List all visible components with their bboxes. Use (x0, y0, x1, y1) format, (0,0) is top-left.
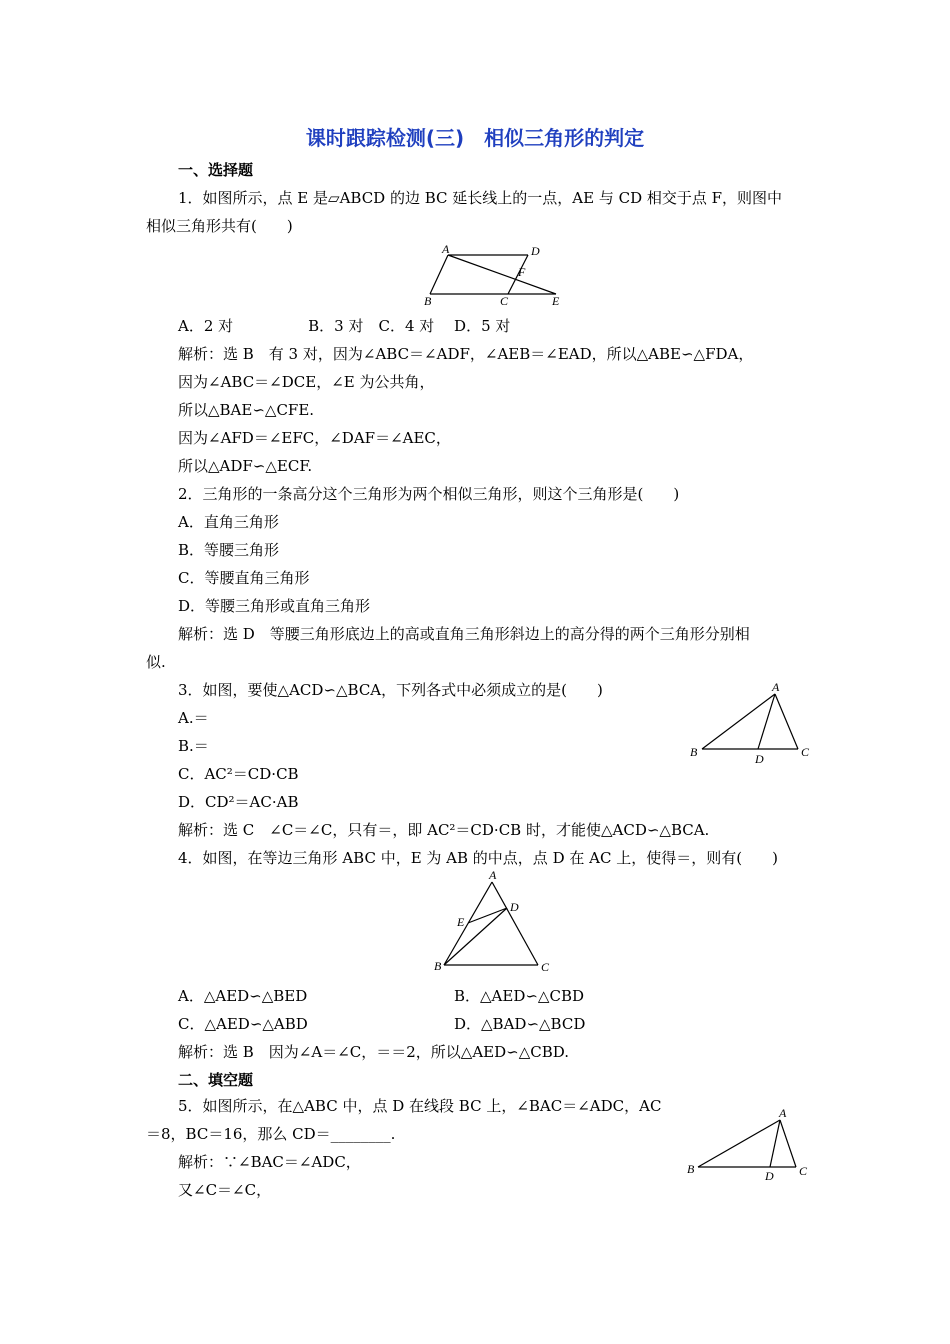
label-c: C (801, 745, 810, 759)
segment-ad (758, 694, 775, 749)
segment-ac (492, 882, 538, 965)
q1-options: A．2 对 B．3 对 C．4 对 D．5 对 (178, 317, 511, 335)
q4-option-c: C．△AED∽△ABD (178, 1015, 308, 1033)
q4-option-d: D．△BAD∽△BCD (454, 1015, 586, 1033)
page-title: 课时跟踪检测(三) 相似三角形的判定 (305, 126, 645, 150)
q2-answer-line2: 似. (146, 653, 166, 671)
label-d: D (765, 1169, 774, 1183)
label-e: E (457, 915, 465, 929)
q5-answer-line2: 又∠C＝∠C， (178, 1181, 272, 1199)
label-d: D (531, 244, 540, 258)
label-c: C (541, 960, 550, 974)
label-d: D (510, 900, 519, 914)
q2-stem: 2．三角形的一条高分这个三角形为两个相似三角形，则这个三角形是( ) (178, 485, 680, 503)
label-c: C (799, 1164, 808, 1178)
q1-parallelogram-figure (418, 243, 568, 309)
q3-stem: 3．如图，要使△ACD∽△BCA，下列各式中必须成立的是( ) (178, 681, 603, 699)
label-b: B (687, 1162, 695, 1176)
q2-answer-line1: 解析：选 D 等腰三角形底边上的高或直角三角形斜边上的高分得的两个三角形分别相 (178, 625, 750, 643)
q4-answer: 解析：选 B 因为∠A＝∠C，＝＝2，所以△AED∽△CBD. (178, 1043, 569, 1061)
q1-answer-line3: 所以△BAE∽△CFE. (178, 401, 315, 419)
segment-ab (444, 882, 492, 965)
q5-stem-line1: 5．如图所示，在△ABC 中，点 D 在线段 BC 上，∠BAC＝∠ADC，AC (178, 1097, 662, 1115)
q2-option-d: D．等腰三角形或直角三角形 (178, 597, 371, 615)
q2-option-a: A．直角三角形 (178, 513, 279, 531)
label-a: A (442, 243, 450, 256)
label-b: B (690, 745, 698, 759)
segment-ab (430, 255, 448, 294)
q1-answer-line2: 因为∠ABC＝∠DCE，∠E 为公共角， (178, 373, 435, 391)
segment-ba (698, 1120, 780, 1167)
q4-triangle-figure (426, 866, 556, 978)
segment-ad (770, 1120, 780, 1167)
q5-answer-line1: 解析：∵∠BAC＝∠ADC， (178, 1153, 361, 1171)
q3-option-d: D．CD²＝AC·AB (178, 793, 299, 811)
q3-option-c: C．AC²＝CD·CB (178, 765, 299, 783)
segment-ba (702, 694, 775, 749)
q1-answer-line5: 所以△ADF∽△ECF. (178, 457, 313, 475)
q4-stem: 4．如图，在等边三角形 ABC 中，E 为 AB 的中点，点 D 在 AC 上，使得＝，则有( ) (178, 849, 778, 867)
q1-stem-line1: 1．如图所示，点 E 是▱ABCD 的边 BC 延长线上的一点，AE 与 CD 相交于点 F，则图中 (178, 189, 783, 207)
q2-option-b: B．等腰三角形 (178, 541, 280, 559)
segment-ac (775, 694, 798, 749)
q3-answer: 解析：选 C ∠C＝∠C，只有＝，即 AC²＝CD·CB 时，才能使△ACD∽△BCA. (178, 821, 710, 839)
q3-option-b: B.＝ (178, 737, 209, 755)
label-a: A (489, 868, 497, 882)
label-d: D (755, 752, 764, 766)
label-c: C (500, 294, 509, 308)
q5-stem-line2: ＝8，BC＝16，那么 CD＝________. (146, 1125, 396, 1143)
q3-triangle-figure (684, 678, 814, 768)
segment-ac (780, 1120, 796, 1167)
q3-option-a: A.＝ (178, 709, 209, 727)
section-heading-choice: 一、选择题 (178, 161, 254, 179)
q2-option-c: C．等腰直角三角形 (178, 569, 310, 587)
segment-bd (444, 908, 507, 965)
label-b: B (434, 959, 442, 973)
segment-ae (448, 255, 556, 294)
segment-ed (468, 908, 507, 923)
q1-stem-line2: 相似三角形共有( ) (146, 217, 293, 235)
label-a: A (779, 1106, 787, 1120)
q5-triangle-figure (682, 1100, 812, 1186)
q1-answer-line4: 因为∠AFD＝∠EFC，∠DAF＝∠AEC， (178, 429, 451, 447)
label-f: F (518, 265, 526, 279)
q4-option-a: A．△AED∽△BED (178, 987, 308, 1005)
q1-answer-line1: 解析：选 B 有 3 对，因为∠ABC＝∠ADF，∠AEB＝∠EAD，所以△ABE∽△FDA， (178, 345, 754, 363)
label-a: A (772, 680, 780, 694)
section-heading-fill: 二、填空题 (178, 1071, 254, 1089)
label-e: E (552, 294, 560, 308)
label-b: B (424, 294, 432, 308)
q4-option-b: B．△AED∽△CBD (454, 987, 584, 1005)
